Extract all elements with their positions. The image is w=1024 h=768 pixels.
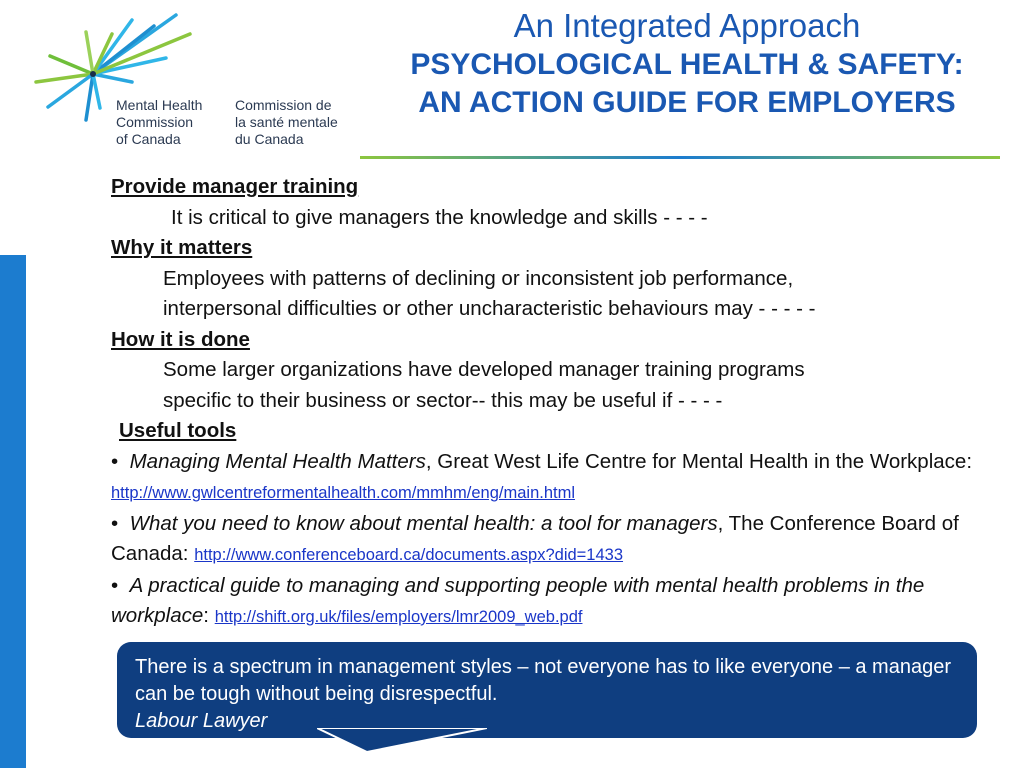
logo-fr-line: du Canada [235,131,304,147]
tool-source: : [203,604,215,627]
tool-title: Managing Mental Health Matters [129,449,426,473]
logo-french-text [235,97,338,148]
tool-title: What you need to know about mental health: a tool for managers [129,511,718,535]
logo-en-line: of Canada [116,131,181,147]
title-line-1: PSYCHOLOGICAL HEALTH & SAFETY: [410,48,964,81]
section-heading-tools: Useful tools [119,419,237,442]
tool-item [111,447,991,509]
tool-link[interactable]: http://shift.org.uk/files/employers/lmr2009_web.pdf [214,608,583,626]
logo-en-line: Mental Health [116,97,203,113]
page-title [380,6,994,122]
title-line-2: AN ACTION GUIDE FOR EMPLOYERS [418,86,956,119]
section-heading-why: Why it matters [111,236,253,259]
why-text-line-2: interpersonal difficulties or other uncharacteristic behaviours may - - - - - [163,297,816,320]
section-heading-how: How it is done [111,327,250,351]
tool-link[interactable]: http://www.conferenceboard.ca/documents.aspx?did=1433 [194,546,624,564]
tool-source: , The Conference Board of Canada: [111,511,959,565]
tool-item [111,509,991,571]
tool-source: , Great West Life Centre for Mental Health in the Workplace: [425,449,973,473]
how-text-line-2: specific to their business or sector-- this may be useful if - - - - [163,388,723,412]
how-text-line-1: Some larger organizations have developed manager training programs [163,358,805,381]
logo-english-text [116,97,202,148]
why-text-line-1: Employees with patterns of declining or inconsistent job performance, [163,266,794,290]
logo-en-line: Commission [116,114,194,130]
side-accent-bar [0,255,26,768]
main-content [111,172,991,633]
bullet: • [111,573,119,597]
callout-quote: There is a spectrum in management styles – not everyone has to like everyone – a manager can be tough without being disrespectful. [135,656,951,705]
callout-author: Labour Lawyer [135,710,268,732]
bullet: • [111,511,119,535]
callout-tail [317,728,487,754]
section-heading-training: Provide manager training [111,175,359,198]
tool-item [111,571,991,633]
bullet: • [111,449,119,473]
logo-fr-line: la santé mentale [235,114,338,130]
title-underline-rule [360,155,1000,161]
training-text: It is critical to give managers the knowledge and skills - - - - [171,205,708,229]
logo-fr-line: Commission de [235,97,332,113]
tool-title: A practical guide to managing and supporting people with mental health problems in the workplace [111,573,925,627]
quote-callout [117,642,977,738]
title-subtitle: An Integrated Approach [513,7,861,44]
tool-link[interactable]: http://www.gwlcentreformentalhealth.com/mmhm/eng/main.html [111,484,576,502]
